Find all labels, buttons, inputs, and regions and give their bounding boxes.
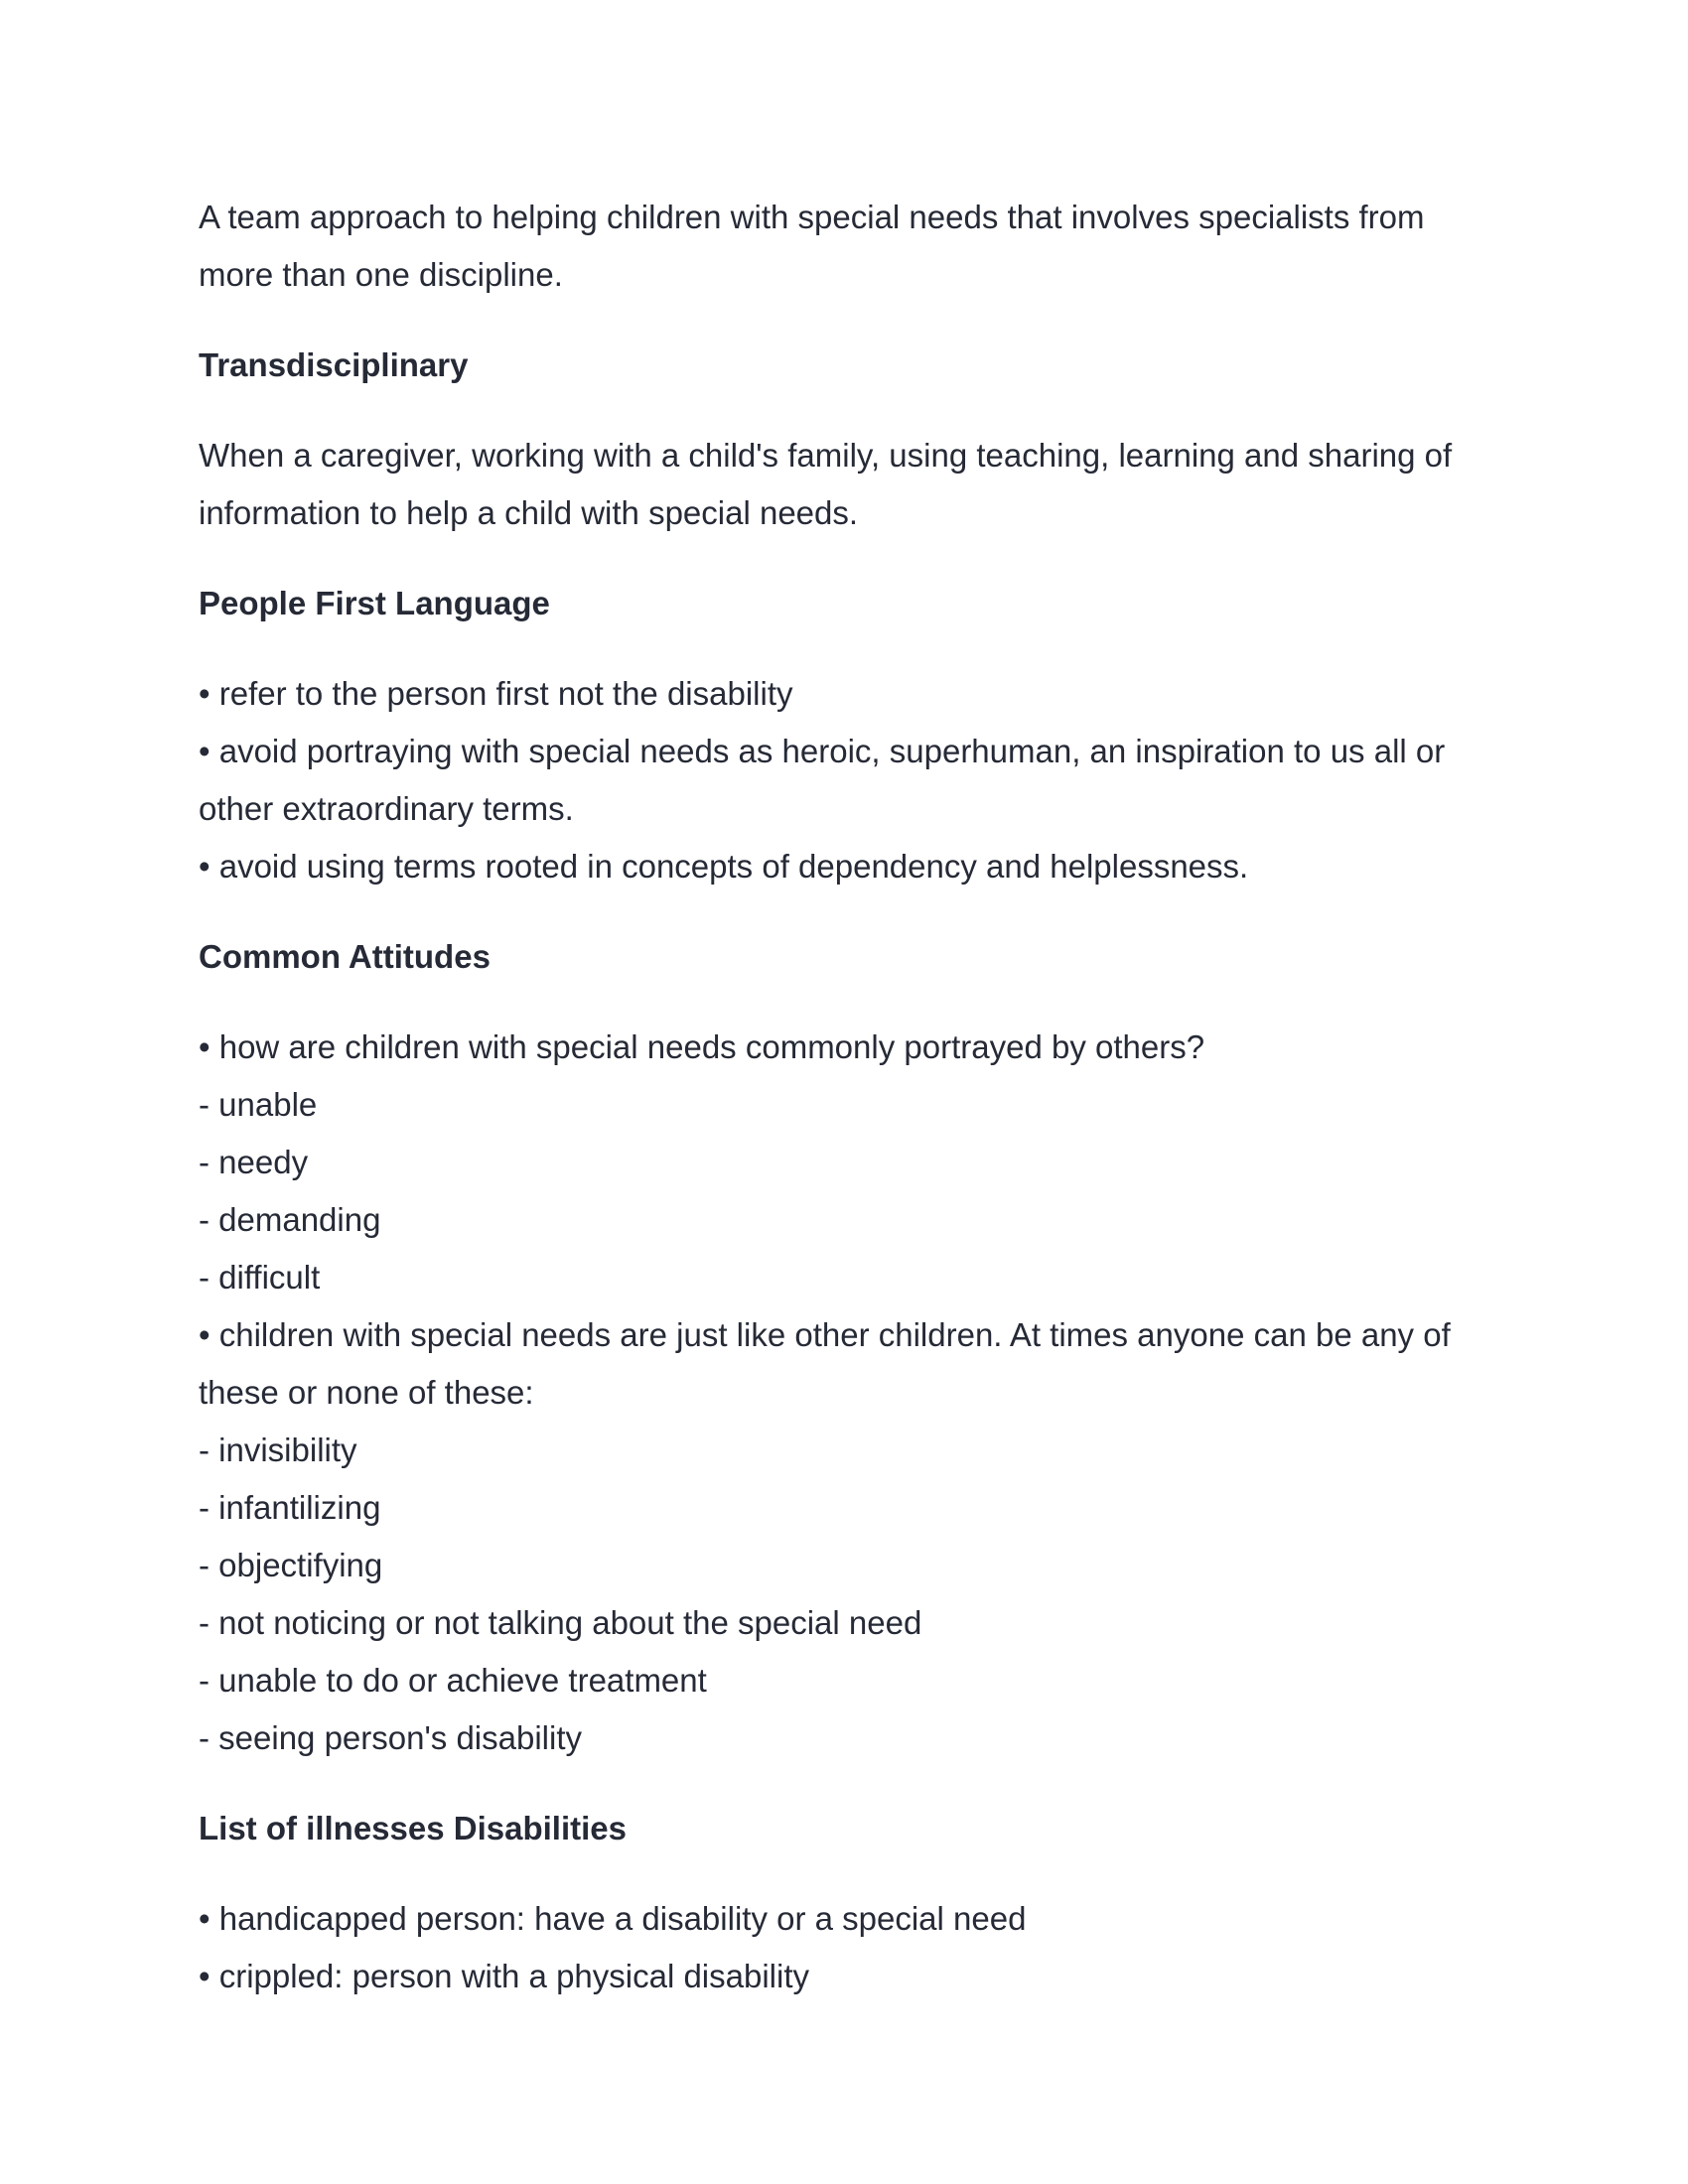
people-first-list: [199, 665, 1489, 895]
list-item: - demanding: [199, 1201, 381, 1238]
list-item: - invisibility: [199, 1432, 357, 1468]
list-item: • crippled: person with a physical disability: [199, 1958, 810, 1994]
people-first-heading: People First Language: [199, 585, 550, 621]
list-item: • children with special needs are just like other children. At times anyone can be any of these or none of these:: [199, 1316, 1451, 1411]
list-item: - not noticing or not talking about the special need: [199, 1604, 922, 1641]
list-item: - needy: [199, 1144, 309, 1180]
common-attitudes-list: [199, 1019, 1489, 1767]
transdisciplinary-heading: Transdisciplinary: [199, 346, 469, 383]
list-item: • avoid using terms rooted in concepts of dependency and helplessness.: [199, 848, 1249, 885]
list-item: • handicapped person: have a disability or a special need: [199, 1900, 1027, 1937]
intro-paragraph: A team approach to helping children with special needs that involves specialists from more than one discipline.: [199, 199, 1425, 293]
list-item: - difficult: [199, 1259, 321, 1296]
list-item: - unable: [199, 1086, 318, 1123]
list-item: • how are children with special needs commonly portrayed by others?: [199, 1028, 1205, 1065]
transdisciplinary-paragraph: When a caregiver, working with a child's family, using teaching, learning and sharing of information to help a child with special needs.: [199, 437, 1453, 531]
common-attitudes-heading: Common Attitudes: [199, 938, 491, 975]
list-item: - seeing person's disability: [199, 1719, 582, 1756]
list-item: • avoid portraying with special needs as heroic, superhuman, an inspiration to us all or other extraordinary terms.: [199, 733, 1446, 827]
illnesses-list: [199, 1890, 1489, 2005]
illnesses-heading: List of illnesses Disabilities: [199, 1810, 627, 1846]
list-item: - unable to do or achieve treatment: [199, 1662, 707, 1699]
list-item: - infantilizing: [199, 1489, 381, 1526]
list-item: • refer to the person first not the disability: [199, 675, 793, 712]
document-page: [199, 189, 1489, 2005]
list-item: - objectifying: [199, 1547, 383, 1583]
